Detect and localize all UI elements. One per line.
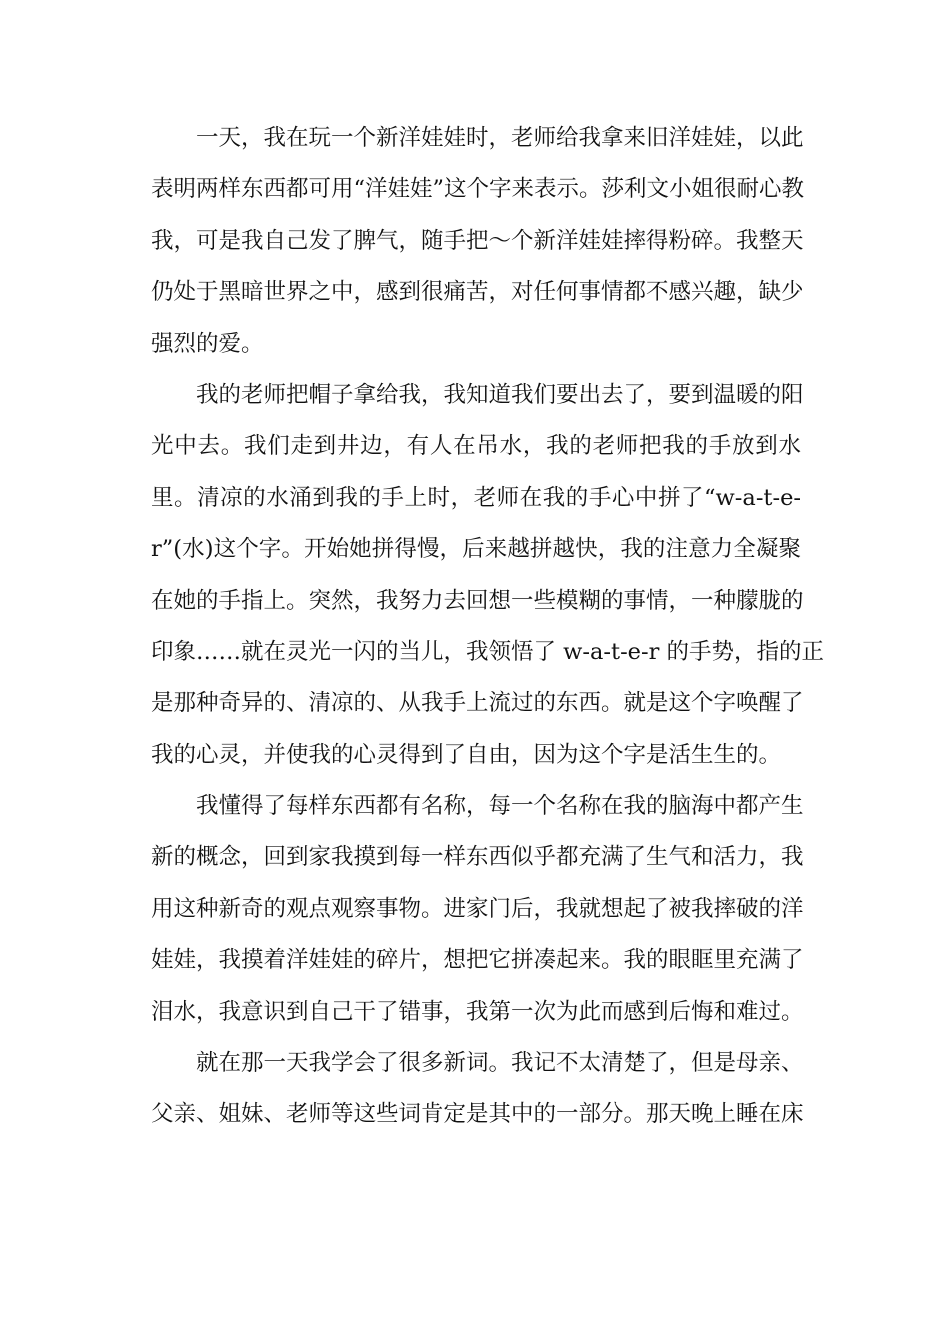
text-line: 我的心灵，并使我的心灵得到了自由，因为这个字是活生生的。 <box>151 741 782 768</box>
text-line: 用这种新奇的观点观察事物。进家门后，我就想起了被我摔破的洋 <box>151 895 804 922</box>
text-line: 新的概念，回到家我摸到每一样东西似乎都充满了生气和活力，我 <box>151 844 804 871</box>
text-line: 泪水，我意识到自己干了错事，我第一次为此而感到后悔和难过。 <box>151 998 804 1025</box>
text-line: 里。清凉的水涌到我的手上时，老师在我的手心中拼了“w-a-t-e- <box>151 484 801 511</box>
text-line: 仍处于黑暗世界之中，感到很痛苦，对任何事情都不感兴趣，缺少 <box>151 279 804 306</box>
text-line: 在她的手指上。突然，我努力去回想一些模糊的事情，一种朦胧的 <box>151 587 804 614</box>
text-line: 我懂得了每样东西都有名称，每一个名称在我的脑海中都产生 <box>196 793 804 820</box>
body-text <box>151 113 825 1141</box>
text-line: r”(水)这个字。开始她拼得慢，后来越拼越快，我的注意力全凝聚 <box>151 536 801 563</box>
text-line: 强烈的爱。 <box>151 330 264 357</box>
text-line: 就在那一天我学会了很多新词。我记不太清楚了，但是母亲、 <box>196 1050 804 1077</box>
text-line: 是那种奇异的、清凉的、从我手上流过的东西。就是这个字唤醒了 <box>151 690 804 717</box>
text-line: 父亲、姐妹、老师等这些词肯定是其中的一部分。那天晚上睡在床 <box>151 1101 804 1128</box>
text-line: 我，可是我自己发了脾气，随手把～个新洋娃娃摔得粉碎。我整天 <box>151 227 804 254</box>
text-line: 印象……就在灵光一闪的当儿，我领悟了 w-a-t-e-r 的手势，指的正 <box>151 638 825 665</box>
text-line: 表明两样东西都可用“洋娃娃”这个字来表示。莎利文小姐很耐心教 <box>151 176 805 203</box>
text-line: 一天，我在玩一个新洋娃娃时，老师给我拿来旧洋娃娃，以此 <box>196 125 804 151</box>
text-line: 光中去。我们走到井边，有人在吊水，我的老师把我的手放到水 <box>151 433 801 460</box>
text-line: 娃娃，我摸着洋娃娃的碎片，想把它拼凑起来。我的眼眶里充满了 <box>151 947 804 974</box>
text-line: 我的老师把帽子拿给我，我知道我们要出去了，要到温暖的阳 <box>196 381 804 408</box>
